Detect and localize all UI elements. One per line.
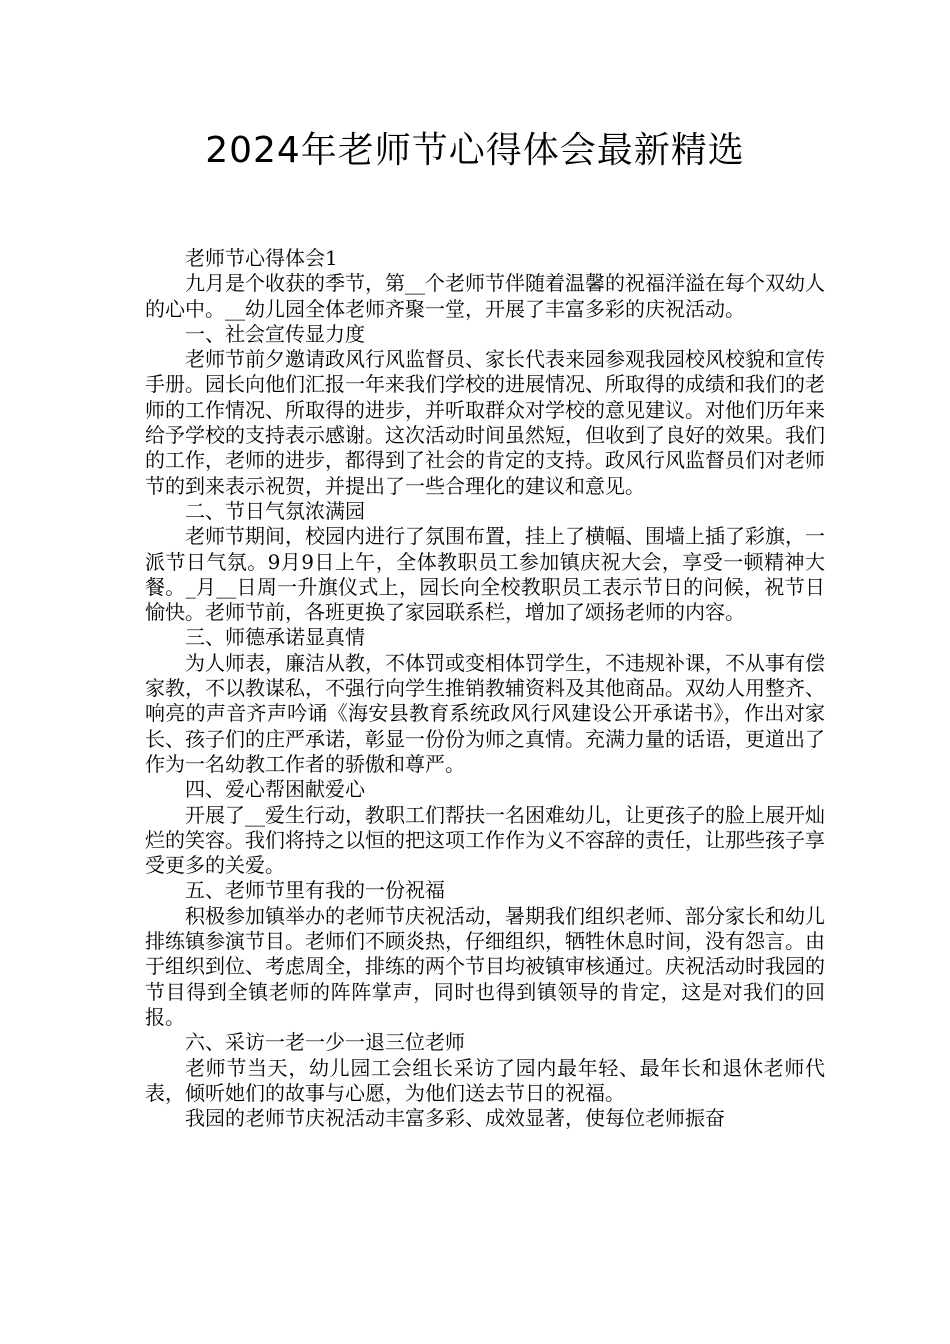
section-heading: 一、社会宣传显力度	[185, 321, 365, 346]
paragraph: 我园的老师节庆祝活动丰富多彩、成效显著，使每位老师振奋	[185, 1106, 725, 1131]
section-heading: 六、采访一老一少一退三位老师	[185, 1030, 465, 1055]
paragraph: 为人师表，廉洁从教，不体罚或变相体罚学生，不违规补课，不从事有偿家教，不以教谋私，不强行向学生推销教辅资料及其他商品。双幼人用整齐、响亮的声音齐声吟诵《海安县教育系统政风行风建设公开承诺书》，作出对家长、孩子们的庄严承诺，彰显一份份为师之真情。充满力量的话语，更道出了作为一名幼教工作者的骄傲和尊严。	[145, 650, 825, 776]
paragraph: 老师节前夕邀请政风行风监督员、家长代表来园参观我园校风校貌和宣传手册。园长向他们汇报一年来我们学校的进展情况、所取得的成绩和我们的老师的工作情况、所取得的进步，并听取群众对学校的意见建议。对他们历年来给予学校的支持表示感谢。这次活动时间虽然短，但收到了良好的效果。我们的工作，老师的进步，都得到了社会的肯定的支持。政风行风监督员们对老师节的到来表示祝贺，并提出了一些合理化的建议和意见。	[145, 347, 825, 498]
document-title: 2024年老师节心得体会最新精选	[205, 130, 745, 171]
section-heading: 四、爱心帮困献爱心	[185, 777, 365, 802]
paragraph: 老师节当天，幼儿园工会组长采访了园内最年轻、最年长和退休老师代表，倾听她们的故事与心愿，为他们送去节日的祝福。	[145, 1055, 825, 1105]
section-heading: 老师节心得体会1	[185, 246, 338, 270]
paragraph: 开展了__爱生行动，教职工们帮扶一名困难幼儿，让更孩子的脸上展开灿烂的笑容。我们将持之以恒的把这项工作作为义不容辞的责任，让那些孩子享受更多的关爱。	[145, 802, 825, 878]
paragraph: 积极参加镇举办的老师节庆祝活动，暑期我们组织老师、部分家长和幼儿排练镇参演节目。老师们不顾炎热，仔细组织，牺牲休息时间，没有怨言。由于组织到位、考虑周全，排练的两个节目均被镇审核通过。庆祝活动时我园的节目得到全镇老师的阵阵掌声，同时也得到镇领导的肯定，这是对我们的回报。	[145, 903, 825, 1029]
section-heading: 五、老师节里有我的一份祝福	[185, 878, 445, 903]
document-body	[145, 246, 825, 1131]
paragraph: 老师节期间，校园内进行了氛围布置，挂上了横幅、围墙上插了彩旗，一派节日气氛。9月9日上午，全体教职员工参加镇庆祝大会，享受一顿精神大餐。_月__日周一升旗仪式上，园长向全校教职员工表示节日的问候，祝节日愉快。老师节前，各班更换了家园联系栏，增加了颂扬老师的内容。	[145, 524, 825, 625]
paragraph: 九月是个收获的季节，第__个老师节伴随着温馨的祝福洋溢在每个双幼人的心中。__幼儿园全体老师齐聚一堂，开展了丰富多彩的庆祝活动。	[145, 271, 825, 321]
section-heading: 二、节日气氛浓满园	[185, 498, 365, 523]
section-heading: 三、师德承诺显真情	[185, 625, 365, 650]
